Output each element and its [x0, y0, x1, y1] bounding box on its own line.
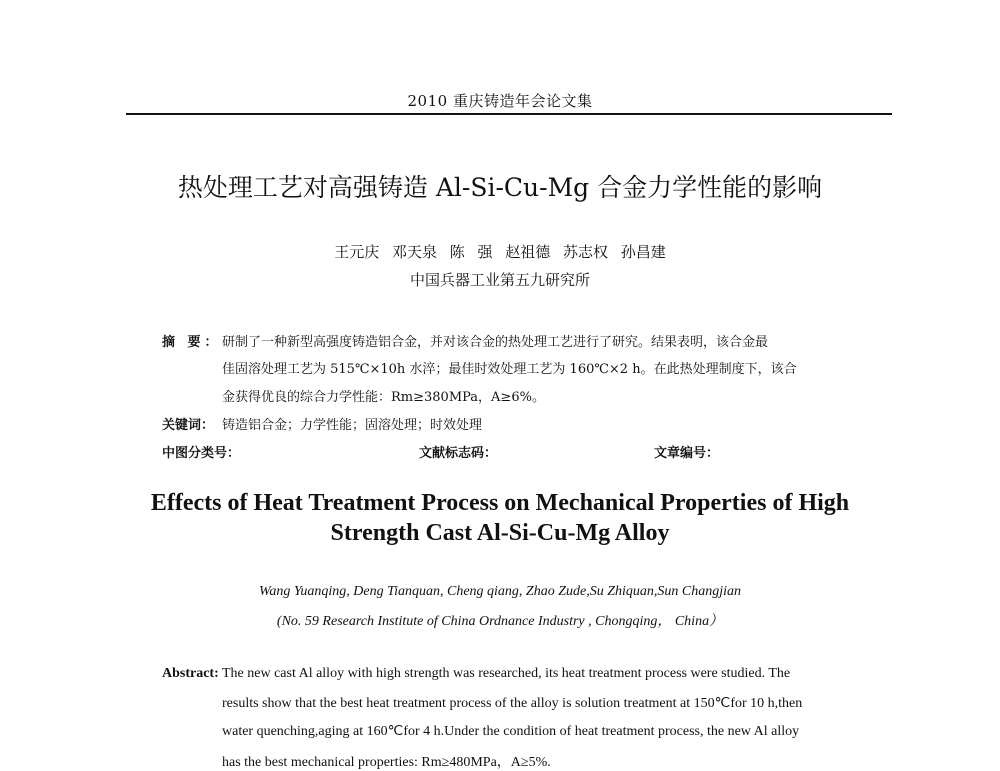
chinese-authors: 王元庆 邓天泉 陈 强 赵祖德 苏志权 孙昌建	[334, 243, 666, 261]
doc-code-label: 文献标志码：	[419, 446, 498, 461]
english-abstract-line: results show that the best heat treatment process of the alloy is solution treatment at 150℃for 10 h,then	[222, 696, 803, 711]
english-title	[0, 488, 1000, 548]
header-rule	[126, 113, 892, 115]
english-title-line1: Effects of Heat Treatment Process on Mechanical Properties of High	[150, 490, 850, 516]
english-abstract-label: Abstract:	[162, 666, 219, 681]
english-title-line2: Strength Cast Al-Si-Cu-Mg Alloy	[330, 520, 670, 546]
english-abstract-line: water quenching,aging at 160℃for 4 h.Under the condition of heat treatment process, the new Al alloy	[222, 724, 800, 739]
running-head: 2010 重庆铸造年会论文集	[407, 92, 593, 110]
chinese-affiliation: 中国兵器工业第五九研究所	[409, 271, 590, 289]
clc-label: 中图分类号：	[162, 446, 241, 461]
keywords-label: 关键词：	[162, 418, 215, 433]
english-authors: Wang Yuanqing, Deng Tianquan, Cheng qiang, Zhao Zude,Su Zhiquan,Sun Changjian	[258, 584, 741, 599]
english-abstract-line: The new cast Al alloy with high strength was researched, its heat treatment process were studied. The	[222, 666, 791, 681]
chinese-abstract-label: 摘 要：	[162, 335, 222, 350]
keywords-text: 铸造铝合金；力学性能；固溶处理；时效处理	[222, 418, 483, 433]
chinese-abstract-line: 研制了一种新型高强度铸造铝合金，并对该合金的热处理工艺进行了研究。结果表明，该合金最	[222, 335, 769, 350]
chinese-abstract-line: 佳固溶处理工艺为 515℃×10h 水淬；最佳时效处理工艺为 160℃×2 h。在此热处理制度下，该合	[222, 362, 797, 377]
chinese-abstract-line: 金获得优良的综合力学性能：Rm≥380MPa，A≥6%。	[222, 390, 545, 405]
english-abstract-line: has the best mechanical properties: Rm≥480MPa，A≥5%.	[222, 755, 551, 770]
chinese-title: 热处理工艺对高强铸造 Al-Si-Cu-Mg 合金力学性能的影响	[177, 173, 823, 202]
english-affiliation: (No. 59 Research Institute of China Ordnance Industry , Chongqing， China）	[276, 614, 724, 629]
article-no-label: 文章编号：	[654, 446, 720, 461]
